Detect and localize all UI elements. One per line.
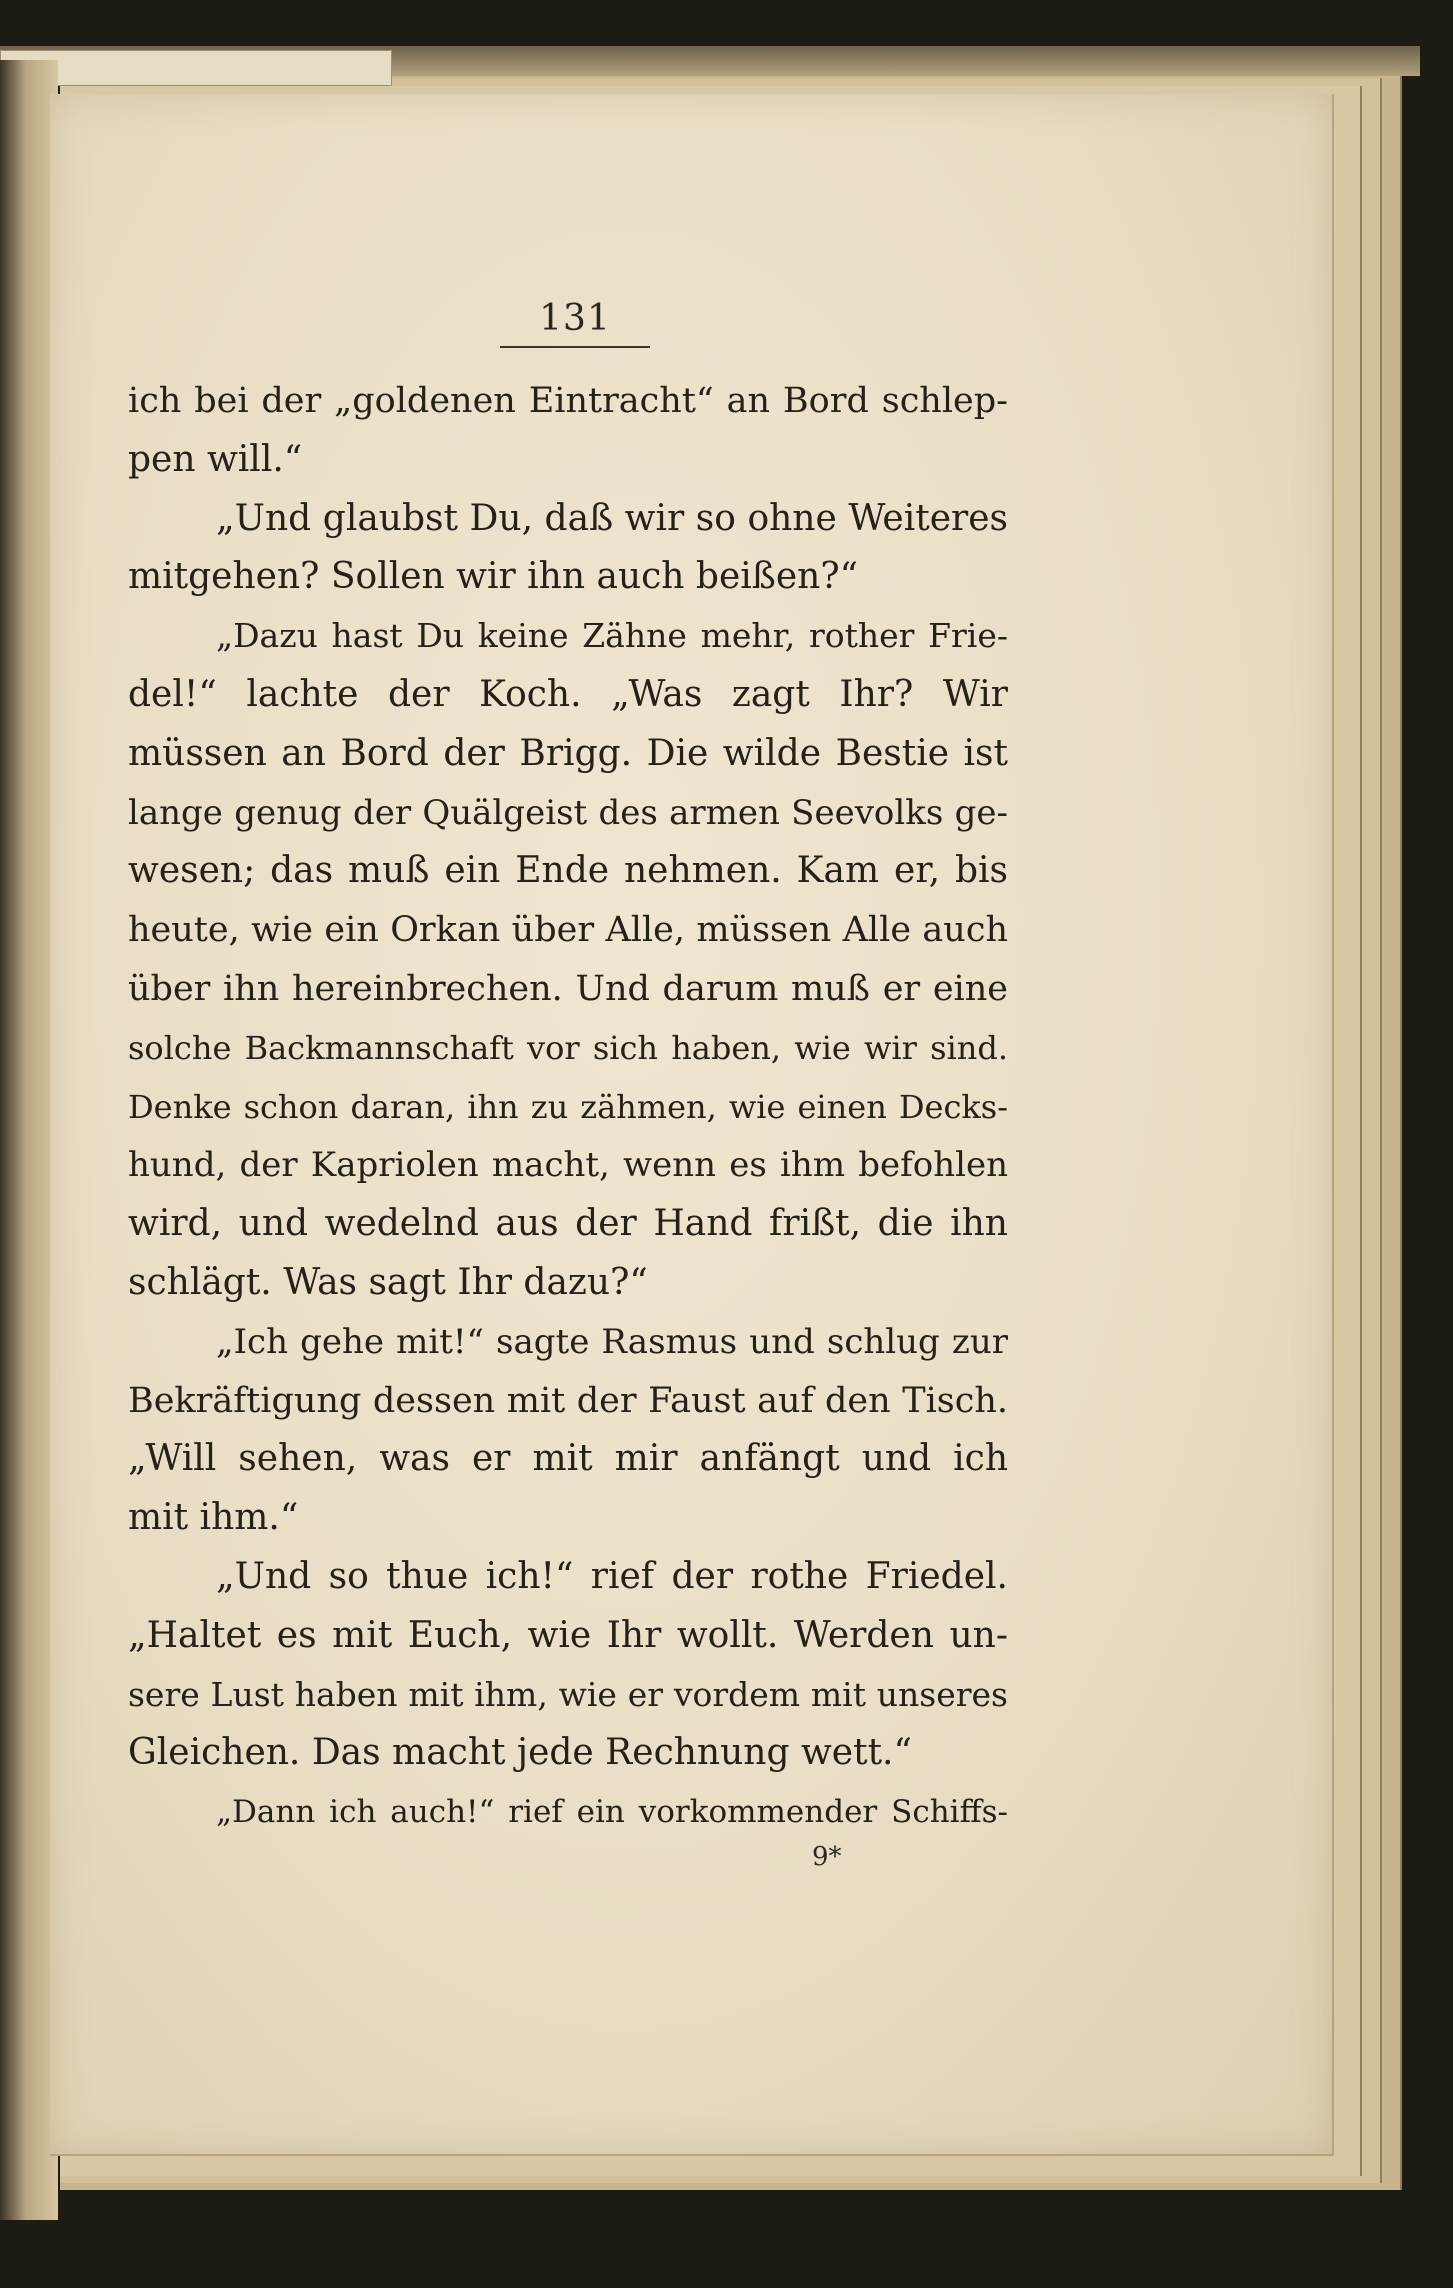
text-line: sere Lust haben mit ihm, wie er vordem mit unseres bbox=[128, 1674, 1008, 1714]
text-line: über ihn hereinbrechen. Und darum muß er eine bbox=[128, 968, 1008, 1009]
text-line: „Ich gehe mit!“ sagte Rasmus und schlug zur bbox=[216, 1321, 1008, 1362]
text-line: solche Backmannschaft vor sich haben, wie wir sind. bbox=[128, 1028, 1008, 1067]
paper-tab bbox=[0, 50, 392, 86]
text-line: Bekräftigung dessen mit der Faust auf den Tisch. bbox=[128, 1380, 1008, 1421]
text-line: lange genug der Quälgeist des armen Seevolks ge- bbox=[128, 792, 1008, 833]
text-line: „Und glaubst Du, daß wir so ohne Weiteres bbox=[216, 497, 1008, 539]
text-line: heute, wie ein Orkan über Alle, müssen Alle auch bbox=[128, 910, 1008, 951]
text-line: „Dazu hast Du keine Zähne mehr, rother Frie- bbox=[216, 616, 1008, 656]
text-line: Denke schon daran, ihn zu zähmen, wie einen Decks- bbox=[128, 1087, 1008, 1126]
text-line: „Dann ich auch!“ rief ein vorkommender Schiffs- bbox=[216, 1794, 1008, 1831]
text-line: del!“ lachte der Koch. „Was zagt Ihr? Wir bbox=[128, 673, 1008, 715]
page-number-rule bbox=[500, 346, 650, 348]
text-line: „Will sehen, was er mit mir anfängt und ich bbox=[128, 1438, 1008, 1480]
text-line: mit ihm.“ bbox=[128, 1497, 299, 1539]
page-number: 131 bbox=[539, 298, 611, 339]
text-line: Gleichen. Das macht jede Rechnung wett.“ bbox=[128, 1732, 912, 1774]
text-line: wesen; das muß ein Ende nehmen. Kam er, bis bbox=[128, 850, 1008, 892]
text-line: „Und so thue ich!“ rief der rothe Friedel. bbox=[216, 1555, 1008, 1597]
text-line: müssen an Bord der Brigg. Die wilde Bestie ist bbox=[128, 732, 1008, 774]
text-line: wird, und wedelnd aus der Hand frißt, die ihn bbox=[128, 1203, 1008, 1245]
text-line: „Haltet es mit Euch, wie Ihr wollt. Werden un- bbox=[128, 1614, 1008, 1656]
text-line: schlägt. Was sagt Ihr dazu?“ bbox=[128, 1261, 648, 1303]
body-text bbox=[128, 372, 1008, 1842]
text-line: hund, der Kapriolen macht, wenn es ihm befohlen bbox=[128, 1145, 1008, 1186]
text-line: mitgehen? Sollen wir ihn auch beißen?“ bbox=[128, 556, 859, 598]
text-line: ich bei der „goldenen Eintracht“ an Bord schlep- bbox=[128, 381, 1008, 421]
printer-signature: 9* bbox=[812, 1842, 842, 1872]
text-line: pen will.“ bbox=[128, 438, 303, 480]
